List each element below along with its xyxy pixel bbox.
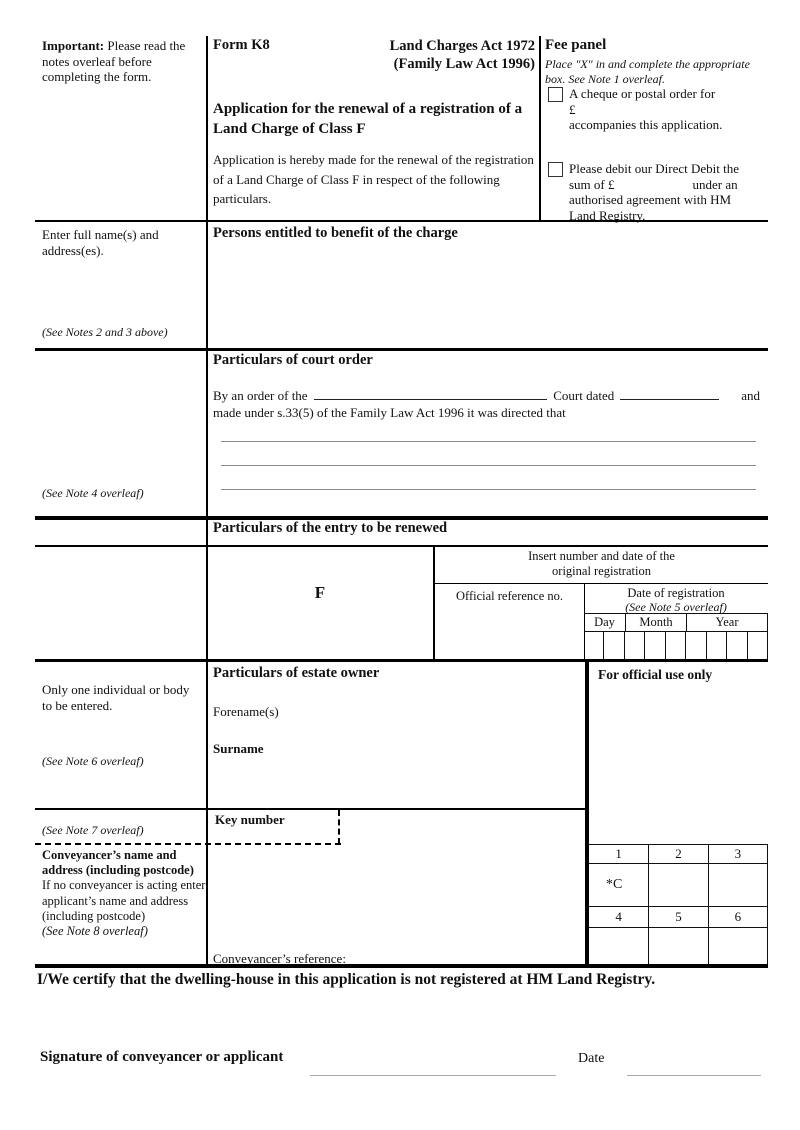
court-name-blank[interactable] (314, 396, 548, 400)
conveyancer-reference-label: Conveyancer’s reference: (213, 951, 346, 966)
official-reference-field[interactable] (436, 605, 583, 657)
date-line[interactable] (627, 1075, 761, 1076)
important-note-lead: Important: (42, 38, 105, 53)
insert-number-label: Insert number and date of the original registration (528, 549, 675, 578)
grid-cell-blank (708, 928, 767, 964)
act-title-line1: Land Charges Act 1972 (389, 38, 535, 54)
forename-label: Forename(s) (213, 704, 279, 719)
date-header-row (584, 614, 767, 632)
rule-below-entry-heading (35, 545, 768, 547)
rule-below-insert-label (435, 583, 768, 584)
date-label: Date (578, 1051, 605, 1066)
dashed-rule-key-number (35, 843, 341, 845)
intro-paragraph: Application is hereby made for the renewal of the registration of a Land Charge of Class F in respect of the following particulars. (213, 152, 534, 206)
grid-cell-blank (648, 864, 707, 907)
date-of-registration-table (584, 613, 768, 660)
direct-debit-line4: Land Registry. (569, 207, 646, 223)
cheque-amount-line[interactable]: £ (569, 101, 576, 117)
important-note-rest: Please read the notes overleaf before completing the form. (42, 38, 186, 84)
divider-persons-col (206, 222, 208, 349)
day-digit-cell[interactable] (603, 632, 623, 660)
official-use-label: For official use only (598, 667, 713, 682)
conveyancer-side-note (42, 848, 210, 939)
date-registration-label: Date of registration (See Note 5 overleaf) (584, 586, 768, 614)
direct-debit-sum-label: sum of £ (569, 176, 615, 192)
persons-side-note-2: (See Notes 2 and 3 above) (42, 325, 168, 339)
class-letter: F (314, 583, 326, 602)
date-digit-cells (584, 632, 767, 660)
direct-debit-option-label (569, 161, 769, 223)
key-side-note: (See Note 7 overleaf) (42, 823, 144, 837)
court-side-note: (See Note 4 overleaf) (42, 486, 144, 500)
day-digit-cell[interactable] (584, 632, 603, 660)
certification-statement: I/We certify that the dwelling-house in this application is not registered at HM Land Registry. (37, 971, 656, 988)
divider-estate-col (206, 662, 208, 809)
signature-label: Signature of conveyancer or applicant (40, 1049, 284, 1065)
persons-entry-area[interactable] (210, 246, 765, 346)
court-order-line1 (213, 388, 760, 404)
surname-label: Surname (213, 741, 264, 756)
grid-cell-1: 1 (589, 845, 648, 864)
grid-cell-blank (648, 928, 707, 964)
cheque-option-line3: accompanies this application. (569, 117, 723, 132)
year-digit-cell[interactable] (726, 632, 746, 660)
grid-cell-starc: *C (589, 864, 648, 907)
month-digit-cell[interactable] (644, 632, 664, 660)
persons-side-note: Enter full name(s) and address(es). (42, 227, 159, 258)
important-note (42, 38, 204, 85)
divider-entry-col (206, 547, 208, 660)
rule-below-persons (35, 348, 768, 351)
rule-bottom-of-grid (35, 964, 768, 968)
fee-panel-title: Fee panel (545, 37, 607, 53)
grid-cell-blank (589, 928, 648, 964)
direct-debit-amount-line[interactable] (569, 177, 769, 193)
dashed-border-key-number (338, 810, 340, 844)
act-title-line2: (Family Law Act 1996) (393, 55, 535, 72)
cheque-option-line1: A cheque or postal order for (569, 86, 716, 101)
court-writing-line-3[interactable] (221, 489, 756, 490)
conveyancer-side-bold: Conveyancer’s name and address (including postcode) (42, 848, 194, 878)
court-date-blank[interactable] (620, 396, 719, 400)
date-registration-note: (See Note 5 overleaf) (625, 600, 727, 614)
direct-debit-line1: Please debit our Direct Debit the (569, 161, 740, 176)
grid-cell-5: 5 (648, 907, 707, 928)
persons-heading: Persons entitled to benefit of the charge (213, 225, 458, 241)
forename-field[interactable] (290, 700, 580, 722)
entry-heading: Particulars of the entry to be renewed (213, 520, 448, 536)
year-header: Year (686, 614, 767, 631)
court-text-before: By an order of the (213, 388, 308, 403)
conveyancer-address-area[interactable] (210, 850, 583, 948)
surname-field[interactable] (290, 738, 580, 760)
divider-court-col (206, 351, 208, 517)
form-id: Form K8 (213, 37, 270, 53)
grid-cell-4: 4 (589, 907, 648, 928)
grid-cell-blank (708, 864, 767, 907)
grid-cell-3: 3 (708, 845, 767, 864)
rule-above-key-number (35, 808, 586, 810)
signature-line[interactable] (310, 1075, 556, 1076)
court-text-mid: Court dated (553, 388, 615, 403)
cheque-option-label (569, 86, 769, 133)
divider-entry-heading-col (206, 520, 208, 546)
official-reference-label: Official reference no. (456, 589, 563, 603)
conveyancer-side-note8: (See Note 8 overleaf) (42, 924, 148, 939)
page-title: Application for the renewal of a registration of a Land Charge of Class F (213, 101, 523, 137)
month-digit-cell[interactable] (665, 632, 685, 660)
act-title (330, 38, 535, 73)
estate-side-note-2: (See Note 6 overleaf) (42, 754, 144, 768)
court-order-line2: made under s.33(5) of the Family Law Act 1996 it was directed that (213, 405, 566, 420)
year-digit-cell[interactable] (706, 632, 726, 660)
fee-panel-instruction: Place "X" in and complete the appropriate box. See Note 1 overleaf. (545, 57, 750, 86)
estate-heading: Particulars of estate owner (213, 665, 380, 681)
court-text-and: and (741, 388, 760, 403)
year-digit-cell[interactable] (747, 632, 767, 660)
key-number-label: Key number (215, 812, 285, 827)
grid-cell-6: 6 (708, 907, 767, 928)
divider-top-left-col (206, 36, 208, 222)
key-number-field[interactable] (210, 828, 337, 843)
day-header: Day (594, 615, 615, 629)
estate-side-note: Only one individual or body to be entered. (42, 682, 190, 713)
direct-debit-line3: authorised agreement with HM (569, 192, 732, 207)
year-digit-cell[interactable] (685, 632, 705, 660)
month-header: Month (625, 614, 686, 631)
direct-debit-under-an: under an (692, 176, 738, 192)
conveyancer-reference-field[interactable] (352, 948, 582, 964)
grid-cell-2: 2 (648, 845, 707, 864)
court-writing-line-2[interactable] (221, 465, 756, 466)
court-writing-line-1[interactable] (221, 441, 756, 442)
cheque-checkbox[interactable] (548, 87, 563, 102)
court-heading: Particulars of court order (213, 352, 373, 368)
conveyancer-side-rest: If no conveyancer is acting enter applicant’s name and address (including postcode) (42, 878, 206, 923)
direct-debit-checkbox[interactable] (548, 162, 563, 177)
month-digit-cell[interactable] (624, 632, 644, 660)
official-use-grid (589, 844, 768, 964)
